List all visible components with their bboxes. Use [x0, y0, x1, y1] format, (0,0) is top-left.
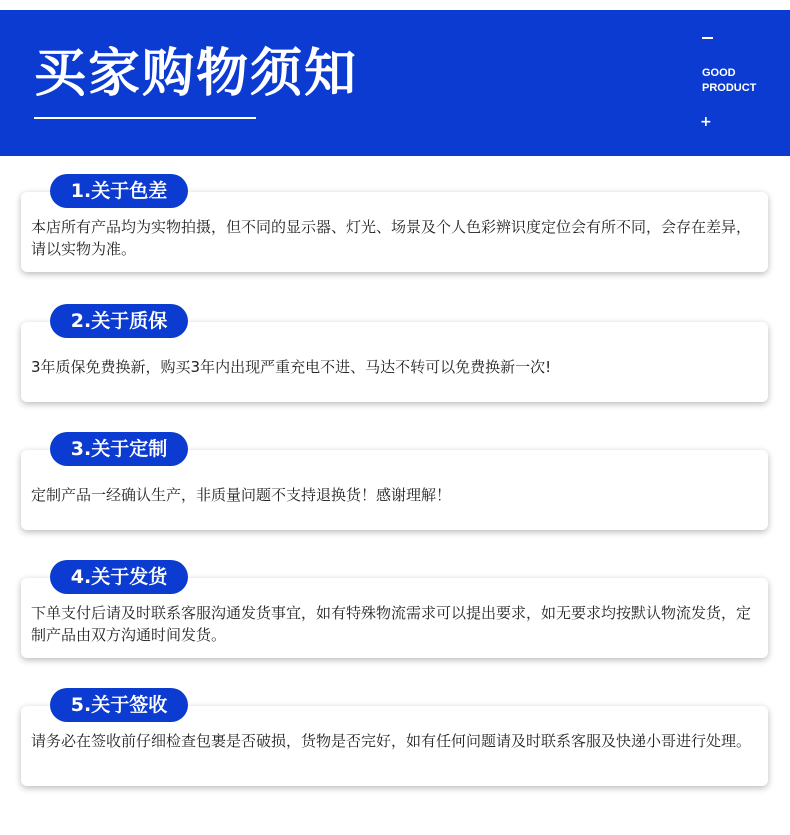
- section-signing: [0, 688, 790, 798]
- side-label-line2: PRODUCT: [702, 82, 757, 94]
- section-customization: [0, 432, 790, 542]
- section-label: 2.关于质保: [50, 304, 188, 338]
- header-banner: [0, 10, 790, 156]
- side-label: [702, 66, 756, 96]
- section-label: 4.关于发货: [50, 560, 188, 594]
- section-text: 定制产品一经确认生产，非质量问题不支持退换货！感谢理解！: [31, 486, 452, 504]
- side-label-line1: GOOD: [702, 67, 736, 79]
- page-title: 买家购物须知: [34, 44, 359, 104]
- section-text: 3年质保免费换新，购买3年内出现严重充电不进、马达不转可以免费换新一次!: [31, 358, 552, 376]
- section-label: 1.关于色差: [50, 174, 188, 208]
- section-color-difference: [0, 174, 790, 284]
- section-label: 3.关于定制: [50, 432, 188, 466]
- section-shipping: [0, 560, 790, 670]
- plus-icon: +: [700, 114, 712, 130]
- section-label: 5.关于签收: [50, 688, 188, 722]
- section-text: 请务必在签收前仔细检查包裹是否破损，货物是否完好，如有任何问题请及时联系客服及快递小哥进行处理。: [31, 732, 752, 750]
- section-text: 本店所有产品均为实物拍摄，但不同的显示器、灯光、场景及个人色彩辨识度定位会有所不同，会存在差异，请以实物为准。: [31, 218, 752, 258]
- section-warranty: [0, 304, 790, 414]
- dash-decoration: [702, 37, 713, 39]
- section-text: 下单支付后请及时联系客服沟通发货事宜，如有特殊物流需求可以提出要求，如无要求均按默认物流发货，定制产品由双方沟通时间发货。: [31, 604, 752, 644]
- title-underline: [34, 117, 256, 119]
